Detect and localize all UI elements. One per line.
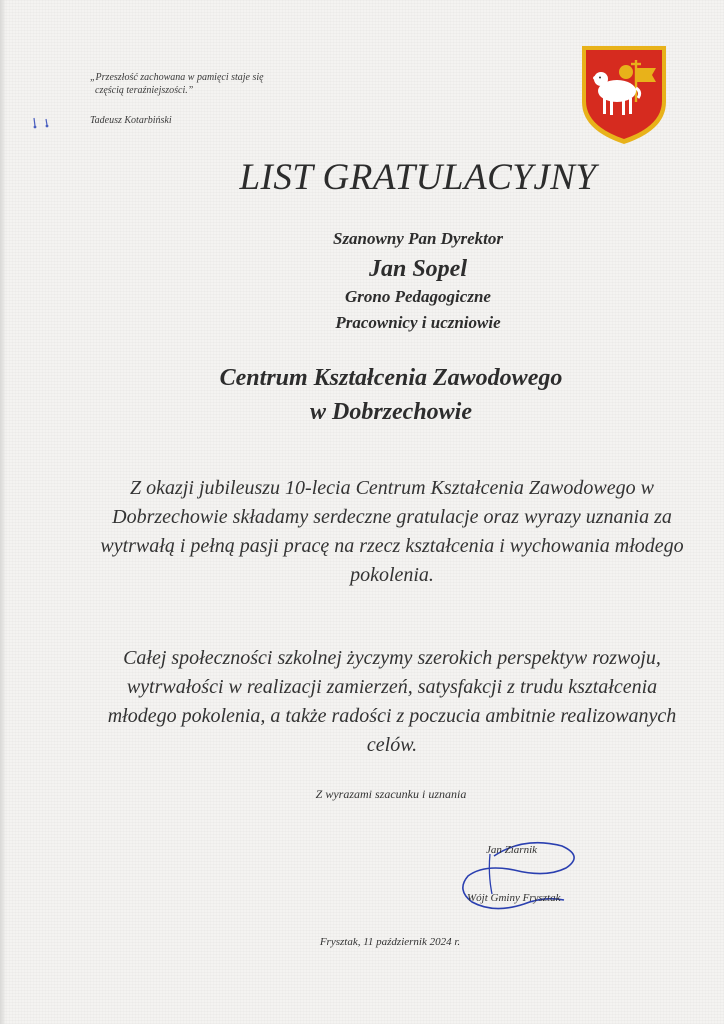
addressee-name: Jan Sopel [368,256,467,282]
document-title: LIST GRATULACYJNY [239,157,597,198]
addressee-staff: Grono Pedagogiczne [345,287,491,306]
institution-name: Centrum Kształcenia Zawodowego [219,365,563,391]
closing-phrase: Z wyrazami szacunku i uznania [315,787,467,801]
scan-edge [0,0,6,1024]
addressee-workers-students: Pracownicy i uczniowie [335,313,501,332]
signer-name: Jan Ziarnik [486,844,538,856]
institution-location: w Dobrzechowie [310,399,472,425]
body-paragraph-1: Z okazji jubileuszu 10-lecia Centrum Kształcenia Zawodowego w Dobrzechowie składamy serdeczne gratulacje oraz wyrazy uznania za wytrwałą i pełną pasji pracę na rzecz kształcenia i wychowania młodego pokolenia. [100,477,684,586]
coat-of-arms-lamb-icon [580,44,668,146]
epigraph-line-1: „Przeszłość zachowana w pamięci staje się [90,72,264,83]
epigraph-author: Tadeusz Kotarbiński [90,115,172,126]
place-and-date: Frysztak, 11 październik 2024 r. [319,936,461,948]
body-paragraph-2: Całej społeczności szkolnej życzymy szerokich perspektyw rozwoju, wytrwałości w realizacji zamierzeń, satysfakcji z trudu kształcenia młodego pokolenia, a także radości z poczucia ambitnie realizowanych celów. [107,647,677,756]
epigraph [90,71,264,126]
signer-role: Wójt Gminy Frysztak [467,892,561,904]
epigraph-line-2: częścią teraźniejszości.” [95,85,194,96]
addressee-salutation: Szanowny Pan Dyrektor [332,229,504,248]
ink-mark-icon [30,115,54,131]
